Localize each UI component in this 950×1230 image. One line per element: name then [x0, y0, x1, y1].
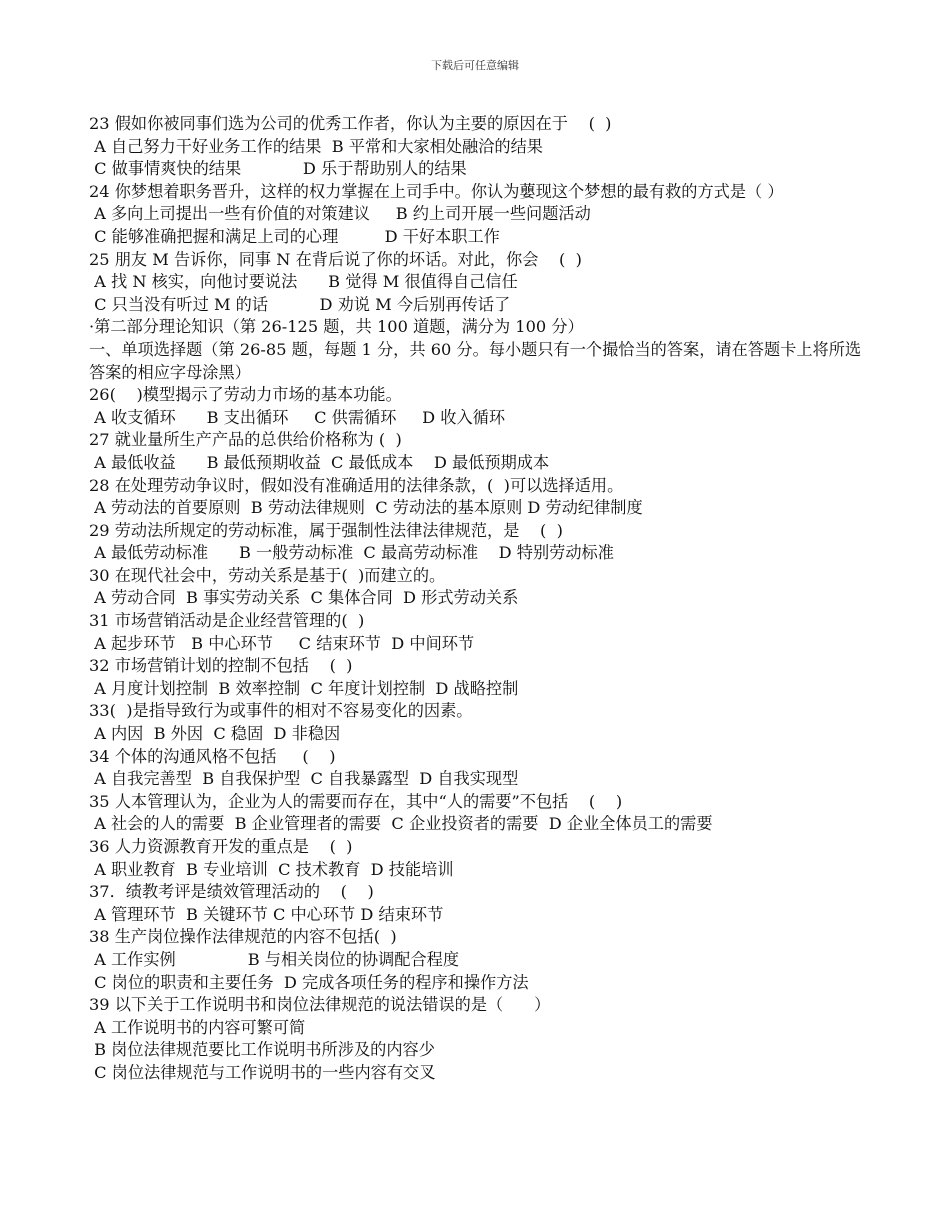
option-line: A 内因 B 外因 C 稳固 D 非稳因: [89, 724, 341, 744]
option-line: A 月度计划控制 B 效率控制 C 年度计划控制 D 战略控制: [89, 678, 519, 698]
option-line: A 找 N 核实，向他讨要说法 B 觉得 M 很值得自己信任: [89, 272, 518, 292]
section-heading: ·第二部分理论知识（第 26-125 题，共 100 道题，满分为 100 分）: [89, 317, 584, 337]
option-line: B 岗位法律规范要比工作说明书所涉及的内容少: [89, 1040, 435, 1060]
question-36: 36 人力资源教育开发的重点是 ( ): [89, 837, 353, 856]
option-line: C 岗位法律规范与工作说明书的一些内容有交叉: [89, 1062, 436, 1082]
question-29: 29 劳动法所规定的劳动标准，属于强制性法律法律规范，是 ( ): [89, 520, 563, 540]
option-line: A 起步环节 B 中心环节 C 结束环节 D 中间环节: [89, 633, 475, 653]
question-23: 23 假如你被同事们选为公司的优秀工作者，你认为主要的原因在于 ( ): [89, 114, 612, 133]
question-35: 35 人本管理认为，企业为人的需要而存在，其中“人的需要”不包括 ( ): [89, 791, 623, 811]
option-line: C 岗位的职责和主要任务 D 完成各项任务的程序和操作方法: [89, 972, 529, 992]
option-line: A 社会的人的需要 B 企业管理者的需要 C 企业投资者的需要 D 企业全体员工的需要: [89, 814, 713, 834]
option-line: C 能够准确把握和满足上司的心理 D 干好本职工作: [89, 226, 500, 246]
section-instructions: 一、单项选择题（第 26-85 题，每题 1 分，共 60 分。每小题只有一个撮恰当的答案，请在答题卡上将所选答案的相应字母涂黑）: [89, 339, 862, 382]
question-33: 33( )是指导致行为或事件的相对不容易变化的因素。: [89, 701, 473, 721]
option-line: C 做事情爽快的结果 D 乐于帮助别人的结果: [89, 159, 467, 179]
option-line: A 自己努力干好业务工作的结果 B 平常和大家相处融洽的结果: [89, 136, 543, 156]
option-line: A 最低收益 B 最低预期收益 C 最低成本 D 最低预期成本: [89, 452, 550, 472]
question-25: 25 朋友 M 告诉你，同事 N 在背后说了你的坏话。对此，你会 ( ): [89, 249, 582, 269]
option-line: A 职业教育 B 专业培训 C 技术教育 D 技能培训: [89, 859, 454, 879]
question-24: 24 你梦想着职务晋升，这样的权力掌握在上司手中。你认为蘡现这个梦想的最有救的方式是（ ）: [89, 181, 784, 201]
option-line: A 多向上司提出一些有价值的对策建议 B 约上司开展一些问题活动: [89, 204, 591, 224]
option-line: C 只当没有听过 M 的话 D 劝说 M 今后别再传话了: [89, 294, 511, 314]
option-line: A 工作说明书的内容可繁可简: [89, 1017, 306, 1037]
page-header: 下载后可任意编辑: [431, 59, 519, 72]
question-38: 38 生产岗位操作法律规范的内容不包括( ): [89, 927, 397, 947]
question-34: 34 个体的沟通风格不包括 ( ): [89, 746, 336, 766]
question-31: 31 市场营销活动是企业经营管理的( ): [89, 611, 365, 631]
option-line: A 自我完善型 B 自我保护型 C 自我暴露型 D 自我实现型: [89, 769, 519, 789]
question-32: 32 市场营销计划的控制不包括 ( ): [89, 656, 353, 676]
option-line: A 工作实例 B 与相关岗位的协调配合程度: [89, 949, 460, 969]
option-line: A 劳动法的首要原则 B 劳动法律规则 C 劳动法的基本原则 D 劳动纪律制度: [89, 498, 643, 518]
question-30: 30 在现代社会中，劳动关系是基于( )而建立的。: [89, 565, 446, 585]
question-27: 27 就业量所生产产品的总供给价格称为 ( ): [89, 430, 402, 450]
option-line: A 最低劳动标准 B 一般劳动标准 C 最高劳动标准 D 特别劳动标准: [89, 543, 614, 563]
option-line: A 管理环节 B 关键环节 C 中心环节 D 结束环节: [89, 904, 444, 924]
question-26: 26( )模型揭示了劳动力市场的基本功能。: [89, 385, 402, 405]
option-line: A 收支循环 B 支出循环 C 供需循环 D 收入循环: [89, 407, 506, 427]
document-body: [89, 113, 869, 1085]
option-line: A 劳动合同 B 事实劳动关系 C 集体合同 D 形式劳动关系: [89, 588, 519, 608]
question-37: 37．绩教考评是绩效管理活动的 ( ): [89, 882, 374, 902]
question-39: 39 以下关于工作说明书和岗位法律规范的说法错误的是（ ）: [89, 995, 551, 1015]
question-28: 28 在处理劳动争议时，假如没有准确适用的法律条款，( )可以选择适用。: [89, 475, 624, 495]
